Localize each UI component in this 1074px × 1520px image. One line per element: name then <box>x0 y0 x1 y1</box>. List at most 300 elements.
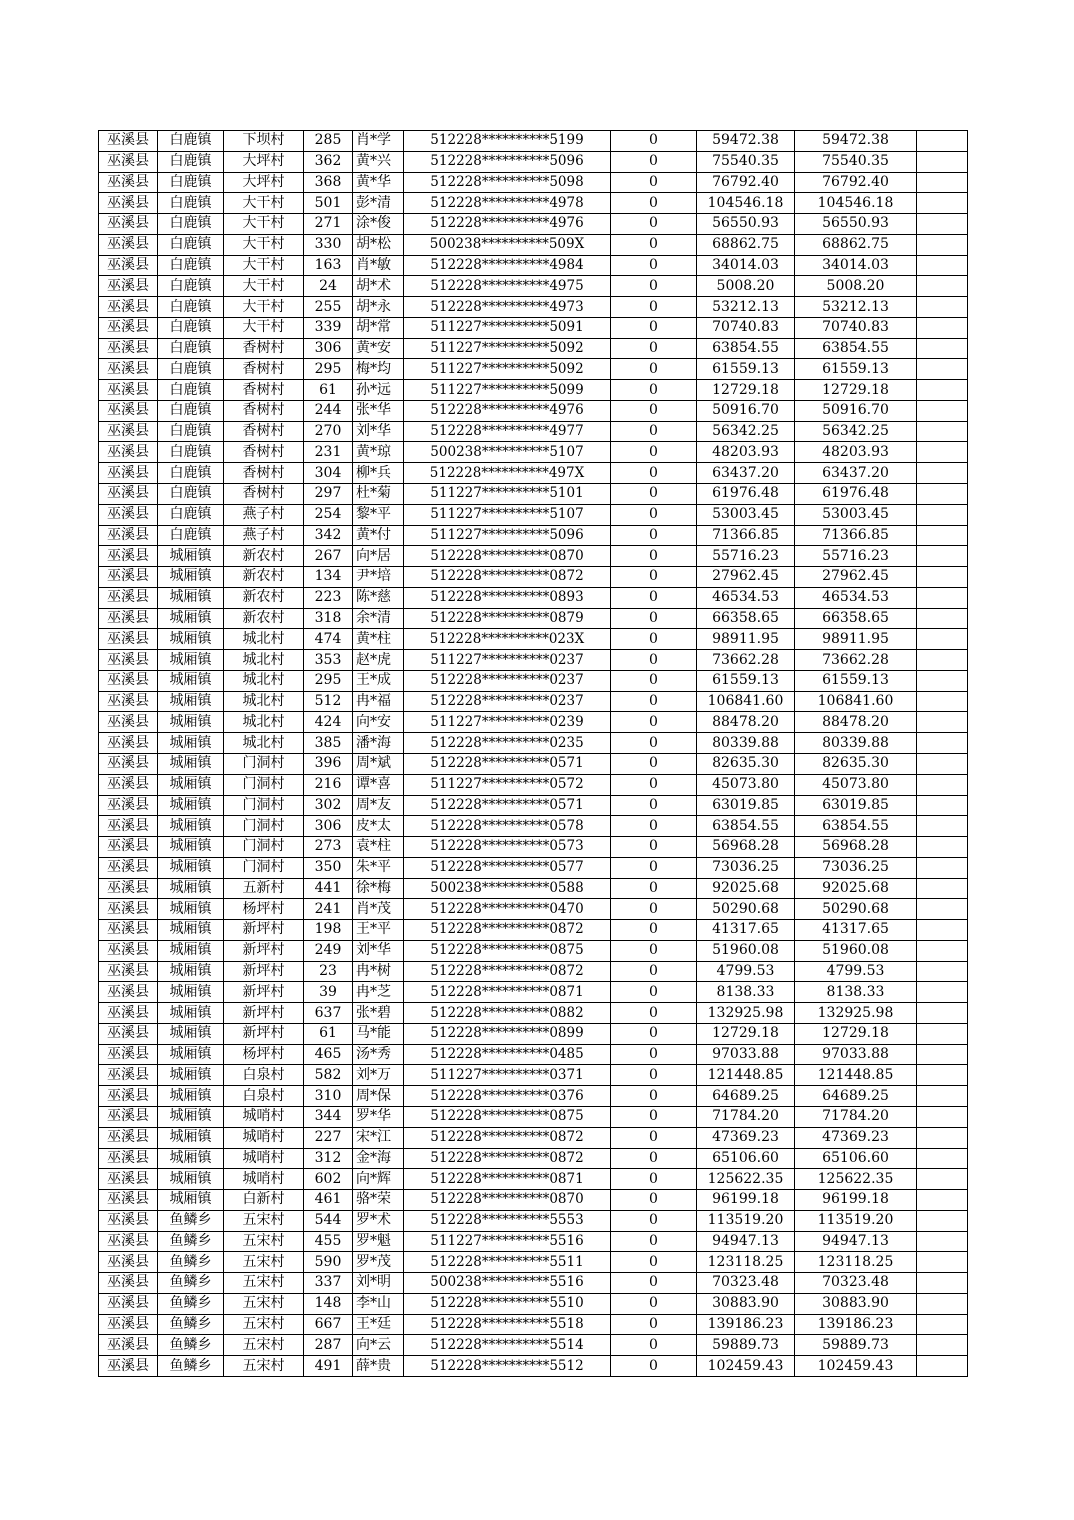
village-cell: 五新村 <box>224 878 304 899</box>
amount-cell: 63437.20 <box>697 463 795 484</box>
area-cell: 297 <box>304 484 353 505</box>
zero-cell: 0 <box>611 317 697 338</box>
amount-cell: 104546.18 <box>697 193 795 214</box>
area-cell: 198 <box>304 920 353 941</box>
id-number-cell: 512228**********4976 <box>404 214 611 235</box>
zero-cell: 0 <box>611 214 697 235</box>
amount-cell: 5008.20 <box>697 276 795 297</box>
town-cell: 城厢镇 <box>158 878 224 899</box>
note-cell <box>917 650 968 671</box>
county-cell: 巫溪县 <box>99 1190 158 1211</box>
table-row <box>99 359 968 380</box>
note-cell <box>917 234 968 255</box>
total-cell: 63854.55 <box>795 338 917 359</box>
town-cell: 城厢镇 <box>158 1023 224 1044</box>
total-cell: 88478.20 <box>795 712 917 733</box>
village-cell: 新坪村 <box>224 982 304 1003</box>
total-cell: 53212.13 <box>795 297 917 318</box>
id-number-cell: 512228**********5512 <box>404 1356 611 1377</box>
amount-cell: 73036.25 <box>697 857 795 878</box>
town-cell: 鱼鳞乡 <box>158 1231 224 1252</box>
total-cell: 121448.85 <box>795 1065 917 1086</box>
county-cell: 巫溪县 <box>99 338 158 359</box>
note-cell <box>917 982 968 1003</box>
area-cell: 465 <box>304 1044 353 1065</box>
area-cell: 271 <box>304 214 353 235</box>
county-cell: 巫溪县 <box>99 567 158 588</box>
name-cell: 张*碧 <box>353 1003 404 1024</box>
name-cell: 胡*术 <box>353 276 404 297</box>
total-cell: 5008.20 <box>795 276 917 297</box>
name-cell: 宋*江 <box>353 1127 404 1148</box>
table-row <box>99 317 968 338</box>
zero-cell: 0 <box>611 484 697 505</box>
total-cell: 27962.45 <box>795 567 917 588</box>
id-number-cell: 512228**********5510 <box>404 1293 611 1314</box>
name-cell: 王*廷 <box>353 1314 404 1335</box>
village-cell: 城哨村 <box>224 1169 304 1190</box>
town-cell: 白鹿镇 <box>158 525 224 546</box>
amount-cell: 41317.65 <box>697 920 795 941</box>
town-cell: 城厢镇 <box>158 1044 224 1065</box>
note-cell <box>917 1023 968 1044</box>
id-number-cell: 512228**********0882 <box>404 1003 611 1024</box>
note-cell <box>917 463 968 484</box>
note-cell <box>917 733 968 754</box>
table-row <box>99 193 968 214</box>
zero-cell: 0 <box>611 338 697 359</box>
table-row <box>99 857 968 878</box>
total-cell: 73662.28 <box>795 650 917 671</box>
county-cell: 巫溪县 <box>99 297 158 318</box>
area-cell: 362 <box>304 151 353 172</box>
town-cell: 白鹿镇 <box>158 317 224 338</box>
town-cell: 白鹿镇 <box>158 359 224 380</box>
town-cell: 白鹿镇 <box>158 234 224 255</box>
total-cell: 50290.68 <box>795 899 917 920</box>
amount-cell: 132925.98 <box>697 1003 795 1024</box>
note-cell <box>917 940 968 961</box>
table-row <box>99 712 968 733</box>
zero-cell: 0 <box>611 1086 697 1107</box>
village-cell: 下坝村 <box>224 131 304 152</box>
id-number-cell: 512228**********4978 <box>404 193 611 214</box>
area-cell: 241 <box>304 899 353 920</box>
town-cell: 城厢镇 <box>158 670 224 691</box>
area-cell: 244 <box>304 400 353 421</box>
name-cell: 马*能 <box>353 1023 404 1044</box>
name-cell: 罗*术 <box>353 1210 404 1231</box>
total-cell: 61976.48 <box>795 484 917 505</box>
county-cell: 巫溪县 <box>99 463 158 484</box>
total-cell: 53003.45 <box>795 504 917 525</box>
total-cell: 96199.18 <box>795 1190 917 1211</box>
zero-cell: 0 <box>611 359 697 380</box>
note-cell <box>917 1148 968 1169</box>
id-number-cell: 511227**********0239 <box>404 712 611 733</box>
table-row <box>99 920 968 941</box>
note-cell <box>917 1190 968 1211</box>
village-cell: 白新村 <box>224 1190 304 1211</box>
town-cell: 城厢镇 <box>158 795 224 816</box>
village-cell: 城北村 <box>224 733 304 754</box>
town-cell: 城厢镇 <box>158 1127 224 1148</box>
zero-cell: 0 <box>611 1252 697 1273</box>
name-cell: 刘*万 <box>353 1065 404 1086</box>
village-cell: 香树村 <box>224 463 304 484</box>
note-cell <box>917 1065 968 1086</box>
area-cell: 306 <box>304 816 353 837</box>
id-number-cell: 512228**********5553 <box>404 1210 611 1231</box>
name-cell: 黄*兴 <box>353 151 404 172</box>
note-cell <box>917 131 968 152</box>
table-row <box>99 961 968 982</box>
town-cell: 城厢镇 <box>158 733 224 754</box>
note-cell <box>917 816 968 837</box>
town-cell: 城厢镇 <box>158 1106 224 1127</box>
name-cell: 周*斌 <box>353 753 404 774</box>
amount-cell: 98911.95 <box>697 629 795 650</box>
area-cell: 231 <box>304 442 353 463</box>
village-cell: 香树村 <box>224 400 304 421</box>
total-cell: 47369.23 <box>795 1127 917 1148</box>
total-cell: 64689.25 <box>795 1086 917 1107</box>
id-number-cell: 512228**********4977 <box>404 421 611 442</box>
total-cell: 45073.80 <box>795 774 917 795</box>
note-cell <box>917 1044 968 1065</box>
village-cell: 香树村 <box>224 338 304 359</box>
village-cell: 大干村 <box>224 276 304 297</box>
area-cell: 24 <box>304 276 353 297</box>
amount-cell: 59889.73 <box>697 1335 795 1356</box>
county-cell: 巫溪县 <box>99 857 158 878</box>
zero-cell: 0 <box>611 193 697 214</box>
area-cell: 134 <box>304 567 353 588</box>
county-cell: 巫溪县 <box>99 1293 158 1314</box>
table-row <box>99 816 968 837</box>
note-cell <box>917 359 968 380</box>
village-cell: 白泉村 <box>224 1086 304 1107</box>
name-cell: 王*成 <box>353 670 404 691</box>
area-cell: 342 <box>304 525 353 546</box>
village-cell: 五宋村 <box>224 1273 304 1294</box>
name-cell: 金*海 <box>353 1148 404 1169</box>
zero-cell: 0 <box>611 1106 697 1127</box>
area-cell: 39 <box>304 982 353 1003</box>
total-cell: 97033.88 <box>795 1044 917 1065</box>
name-cell: 王*平 <box>353 920 404 941</box>
total-cell: 92025.68 <box>795 878 917 899</box>
note-cell <box>917 712 968 733</box>
note-cell <box>917 504 968 525</box>
area-cell: 227 <box>304 1127 353 1148</box>
county-cell: 巫溪县 <box>99 774 158 795</box>
id-number-cell: 512228**********0872 <box>404 1127 611 1148</box>
zero-cell: 0 <box>611 421 697 442</box>
table-row <box>99 214 968 235</box>
zero-cell: 0 <box>611 899 697 920</box>
town-cell: 鱼鳞乡 <box>158 1356 224 1377</box>
area-cell: 512 <box>304 691 353 712</box>
id-number-cell: 512228**********0237 <box>404 691 611 712</box>
table-row <box>99 1044 968 1065</box>
village-cell: 五宋村 <box>224 1210 304 1231</box>
name-cell: 肖*学 <box>353 131 404 152</box>
area-cell: 337 <box>304 1273 353 1294</box>
table-row <box>99 1127 968 1148</box>
name-cell: 周*保 <box>353 1086 404 1107</box>
name-cell: 涂*俊 <box>353 214 404 235</box>
area-cell: 330 <box>304 234 353 255</box>
village-cell: 大干村 <box>224 214 304 235</box>
table-row <box>99 1273 968 1294</box>
amount-cell: 50290.68 <box>697 899 795 920</box>
name-cell: 黎*平 <box>353 504 404 525</box>
amount-cell: 63854.55 <box>697 338 795 359</box>
note-cell <box>917 961 968 982</box>
note-cell <box>917 1252 968 1273</box>
town-cell: 城厢镇 <box>158 546 224 567</box>
zero-cell: 0 <box>611 587 697 608</box>
note-cell <box>917 670 968 691</box>
id-number-cell: 512228**********0893 <box>404 587 611 608</box>
note-cell <box>917 276 968 297</box>
zero-cell: 0 <box>611 1044 697 1065</box>
zero-cell: 0 <box>611 297 697 318</box>
note-cell <box>917 380 968 401</box>
note-cell <box>917 525 968 546</box>
table-row <box>99 421 968 442</box>
zero-cell: 0 <box>611 1169 697 1190</box>
note-cell <box>917 899 968 920</box>
note-cell <box>917 1086 968 1107</box>
total-cell: 70740.83 <box>795 317 917 338</box>
id-number-cell: 512228**********5511 <box>404 1252 611 1273</box>
town-cell: 白鹿镇 <box>158 338 224 359</box>
area-cell: 249 <box>304 940 353 961</box>
id-number-cell: 511227**********0237 <box>404 650 611 671</box>
zero-cell: 0 <box>611 608 697 629</box>
town-cell: 城厢镇 <box>158 1065 224 1086</box>
name-cell: 赵*虎 <box>353 650 404 671</box>
table-row <box>99 774 968 795</box>
area-cell: 396 <box>304 753 353 774</box>
amount-cell: 73662.28 <box>697 650 795 671</box>
town-cell: 白鹿镇 <box>158 504 224 525</box>
table-row <box>99 1293 968 1314</box>
id-number-cell: 512228**********0571 <box>404 753 611 774</box>
zero-cell: 0 <box>611 234 697 255</box>
zero-cell: 0 <box>611 920 697 941</box>
zero-cell: 0 <box>611 982 697 1003</box>
county-cell: 巫溪县 <box>99 1210 158 1231</box>
village-cell: 城哨村 <box>224 1127 304 1148</box>
name-cell: 黄*安 <box>353 338 404 359</box>
village-cell: 五宋村 <box>224 1314 304 1335</box>
town-cell: 城厢镇 <box>158 1086 224 1107</box>
village-cell: 大干村 <box>224 297 304 318</box>
zero-cell: 0 <box>611 961 697 982</box>
town-cell: 白鹿镇 <box>158 255 224 276</box>
id-number-cell: 511227**********5096 <box>404 525 611 546</box>
table-row <box>99 650 968 671</box>
zero-cell: 0 <box>611 795 697 816</box>
table-row <box>99 276 968 297</box>
table-row <box>99 151 968 172</box>
total-cell: 30883.90 <box>795 1293 917 1314</box>
zero-cell: 0 <box>611 733 697 754</box>
zero-cell: 0 <box>611 172 697 193</box>
amount-cell: 64689.25 <box>697 1086 795 1107</box>
total-cell: 75540.35 <box>795 151 917 172</box>
zero-cell: 0 <box>611 546 697 567</box>
id-number-cell: 512228**********0470 <box>404 899 611 920</box>
total-cell: 61559.13 <box>795 359 917 380</box>
town-cell: 城厢镇 <box>158 608 224 629</box>
name-cell: 刘*华 <box>353 421 404 442</box>
total-cell: 41317.65 <box>795 920 917 941</box>
zero-cell: 0 <box>611 1003 697 1024</box>
village-cell: 城北村 <box>224 691 304 712</box>
total-cell: 132925.98 <box>795 1003 917 1024</box>
area-cell: 501 <box>304 193 353 214</box>
village-cell: 城北村 <box>224 670 304 691</box>
county-cell: 巫溪县 <box>99 380 158 401</box>
name-cell: 肖*茂 <box>353 899 404 920</box>
table-row <box>99 608 968 629</box>
village-cell: 门洞村 <box>224 753 304 774</box>
amount-cell: 139186.23 <box>697 1314 795 1335</box>
id-number-cell: 512228**********0875 <box>404 940 611 961</box>
id-number-cell: 512228**********0872 <box>404 1148 611 1169</box>
amount-cell: 47369.23 <box>697 1127 795 1148</box>
id-number-cell: 500238**********5516 <box>404 1273 611 1294</box>
village-cell: 城北村 <box>224 712 304 733</box>
zero-cell: 0 <box>611 1023 697 1044</box>
village-cell: 五宋村 <box>224 1252 304 1273</box>
village-cell: 门洞村 <box>224 857 304 878</box>
area-cell: 216 <box>304 774 353 795</box>
zero-cell: 0 <box>611 1356 697 1377</box>
table-row <box>99 463 968 484</box>
note-cell <box>917 1314 968 1335</box>
id-number-cell: 512228**********0578 <box>404 816 611 837</box>
village-cell: 香树村 <box>224 484 304 505</box>
note-cell <box>917 753 968 774</box>
area-cell: 61 <box>304 380 353 401</box>
name-cell: 袁*柱 <box>353 837 404 858</box>
amount-cell: 97033.88 <box>697 1044 795 1065</box>
id-number-cell: 511227**********5101 <box>404 484 611 505</box>
total-cell: 94947.13 <box>795 1231 917 1252</box>
total-cell: 8138.33 <box>795 982 917 1003</box>
amount-cell: 45073.80 <box>697 774 795 795</box>
note-cell <box>917 774 968 795</box>
county-cell: 巫溪县 <box>99 733 158 754</box>
village-cell: 门洞村 <box>224 774 304 795</box>
county-cell: 巫溪县 <box>99 1065 158 1086</box>
table-row <box>99 1148 968 1169</box>
zero-cell: 0 <box>611 712 697 733</box>
id-number-cell: 512228**********5098 <box>404 172 611 193</box>
zero-cell: 0 <box>611 650 697 671</box>
county-cell: 巫溪县 <box>99 504 158 525</box>
amount-cell: 56968.28 <box>697 837 795 858</box>
county-cell: 巫溪县 <box>99 920 158 941</box>
area-cell: 424 <box>304 712 353 733</box>
name-cell: 黄*华 <box>353 172 404 193</box>
amount-cell: 55716.23 <box>697 546 795 567</box>
town-cell: 白鹿镇 <box>158 193 224 214</box>
id-number-cell: 512228**********0485 <box>404 1044 611 1065</box>
name-cell: 薛*贵 <box>353 1356 404 1377</box>
amount-cell: 61559.13 <box>697 359 795 380</box>
zero-cell: 0 <box>611 255 697 276</box>
zero-cell: 0 <box>611 1127 697 1148</box>
name-cell: 向*安 <box>353 712 404 733</box>
note-cell <box>917 1106 968 1127</box>
name-cell: 彭*清 <box>353 193 404 214</box>
id-number-cell: 511227**********5091 <box>404 317 611 338</box>
county-cell: 巫溪县 <box>99 1023 158 1044</box>
table-row <box>99 1356 968 1377</box>
name-cell: 冉*芝 <box>353 982 404 1003</box>
amount-cell: 96199.18 <box>697 1190 795 1211</box>
amount-cell: 63019.85 <box>697 795 795 816</box>
village-cell: 新农村 <box>224 546 304 567</box>
county-cell: 巫溪县 <box>99 650 158 671</box>
amount-cell: 50916.70 <box>697 400 795 421</box>
zero-cell: 0 <box>611 837 697 858</box>
village-cell: 五宋村 <box>224 1231 304 1252</box>
total-cell: 139186.23 <box>795 1314 917 1335</box>
town-cell: 城厢镇 <box>158 774 224 795</box>
zero-cell: 0 <box>611 380 697 401</box>
table-row <box>99 442 968 463</box>
total-cell: 113519.20 <box>795 1210 917 1231</box>
name-cell: 朱*平 <box>353 857 404 878</box>
amount-cell: 51960.08 <box>697 940 795 961</box>
table-row <box>99 525 968 546</box>
table-row <box>99 255 968 276</box>
area-cell: 287 <box>304 1335 353 1356</box>
note-cell <box>917 214 968 235</box>
zero-cell: 0 <box>611 525 697 546</box>
id-number-cell: 512228**********4984 <box>404 255 611 276</box>
name-cell: 汤*秀 <box>353 1044 404 1065</box>
name-cell: 刘*明 <box>353 1273 404 1294</box>
area-cell: 61 <box>304 1023 353 1044</box>
village-cell: 大干村 <box>224 193 304 214</box>
note-cell <box>917 546 968 567</box>
village-cell: 新农村 <box>224 587 304 608</box>
table-row <box>99 1106 968 1127</box>
village-cell: 白泉村 <box>224 1065 304 1086</box>
amount-cell: 80339.88 <box>697 733 795 754</box>
name-cell: 骆*荣 <box>353 1190 404 1211</box>
zero-cell: 0 <box>611 463 697 484</box>
area-cell: 295 <box>304 670 353 691</box>
village-cell: 大干村 <box>224 317 304 338</box>
note-cell <box>917 567 968 588</box>
area-cell: 637 <box>304 1003 353 1024</box>
town-cell: 城厢镇 <box>158 712 224 733</box>
area-cell: 223 <box>304 587 353 608</box>
name-cell: 向*居 <box>353 546 404 567</box>
amount-cell: 88478.20 <box>697 712 795 733</box>
county-cell: 巫溪县 <box>99 151 158 172</box>
county-cell: 巫溪县 <box>99 1044 158 1065</box>
